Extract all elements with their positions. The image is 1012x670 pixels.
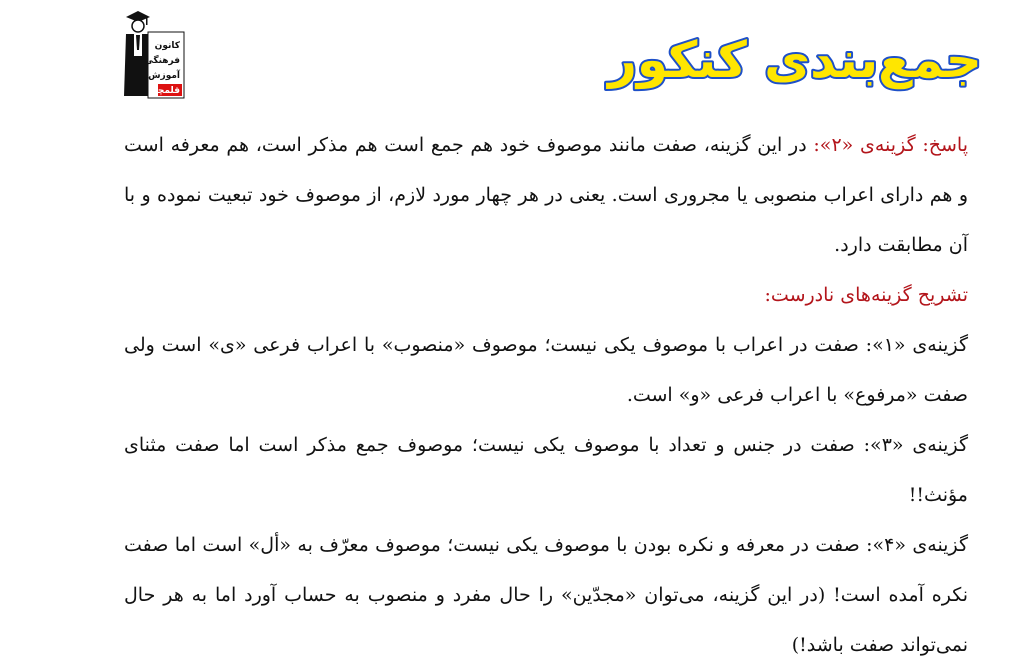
answer-paragraph: [124, 120, 968, 270]
document-body: [124, 120, 968, 670]
logo-line-4: قلمچی: [148, 86, 180, 96]
brand-wordmark-icon: [608, 22, 982, 100]
answer-label: پاسخ: گزینه‌ی «۲»:: [813, 134, 968, 156]
explanation-heading: تشریح گزینه‌های نادرست:: [764, 284, 968, 306]
logo-line-3: آموزش: [148, 71, 180, 81]
answer-text: در این گزینه، صفت مانند موصوف خود هم جمع است هم مذکر است، هم معرفه است و هم دارای اعراب منصوبی یا مجروری است. یعنی در هر چهار مورد لازم، از موصوف خود تبعیت نموده و با آن مطابقت دارد.: [124, 134, 968, 256]
option-4-explanation: گزینه‌ی «۴»: صفت در معرفه و نکره بودن با موصوف یکی نیست؛ موصوف معرّف به «أل» است اما صفت نکره آمده است! (در این گزینه، می‌توان «مجدّین» را حال مفرد و منصوب به حساب آورد اما به هر حال نمی‌تواند صفت باشد!): [124, 534, 968, 656]
logo-line-2: فرهنگی: [144, 56, 180, 66]
brand-text: جمع‌بندی کنکور: [608, 31, 982, 89]
publisher-logo: [122, 8, 186, 100]
brand-logo: [608, 22, 982, 100]
logo-line-1: کانون: [154, 41, 180, 51]
option-3-explanation: گزینه‌ی «۳»: صفت در جنس و تعداد با موصوف یکی نیست؛ موصوف جمع مذکر است اما صفت مثنای مؤنث!!: [124, 434, 968, 506]
graduate-figure-icon: [122, 8, 186, 100]
option-1-explanation: گزینه‌ی «۱»: صفت در اعراب با موصوف یکی نیست؛ موصوف «منصوب» با اعراب فرعی «ی» است ولی صفت «مرفوع» با اعراب فرعی «و» است.: [124, 334, 968, 406]
